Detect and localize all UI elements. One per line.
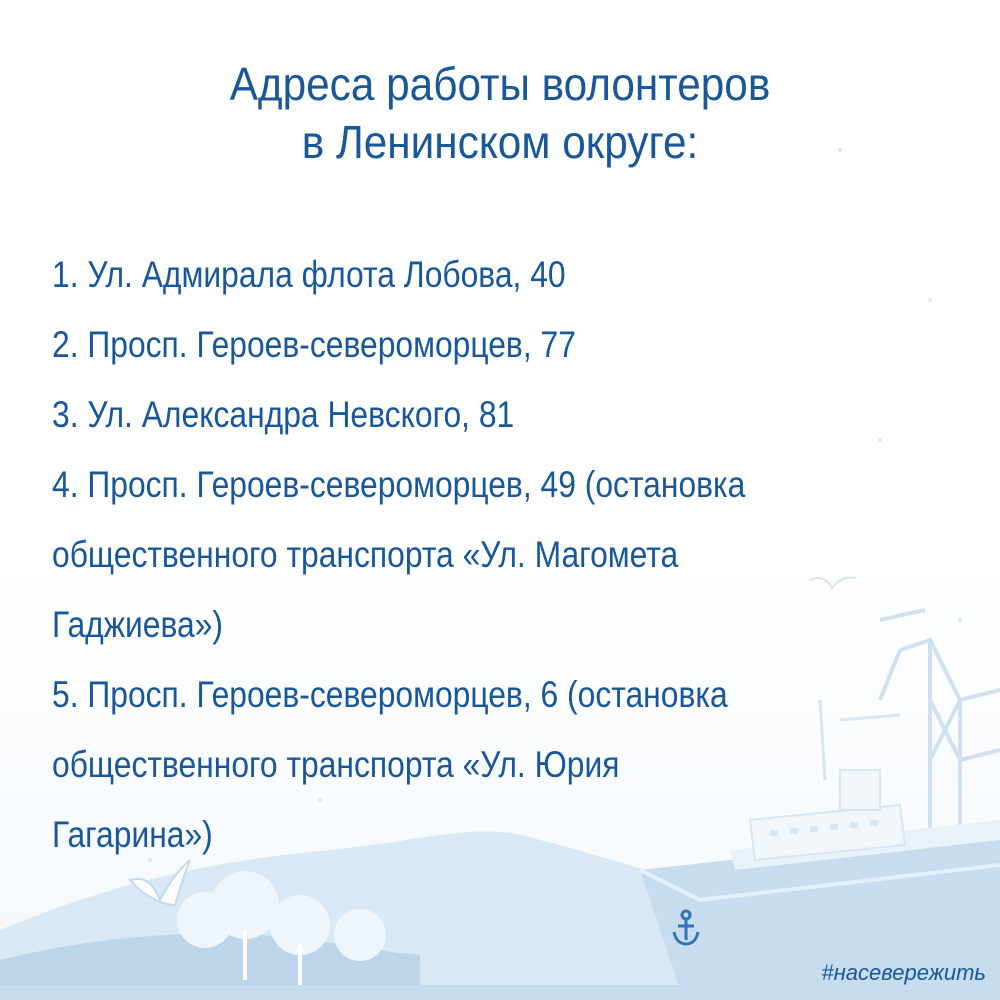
seagull-icon [810, 577, 856, 588]
address-item-4: 4. Просп. Героев-североморцев, 49 (остановка общественного транспорта «Ул. Магомета Гаджиева») [52, 464, 746, 645]
title-line-1: Адреса работы волонтеров [229, 58, 771, 110]
address-item-5: 5. Просп. Героев-североморцев, 6 (остановка общественного транспорта «Ул. Юрия Гагарина») [52, 674, 728, 855]
address-item-1: 1. Ул. Адмирала флота Лобова, 40 [52, 254, 566, 295]
address-list [52, 240, 757, 870]
address-item-2: 2. Просп. Героев-североморцев, 77 [52, 324, 576, 365]
hashtag: #насевережить [821, 960, 986, 985]
page-title [40, 55, 960, 171]
title-line-2: в Ленинском округе: [301, 116, 699, 168]
address-item-3: 3. Ул. Александра Невского, 81 [52, 394, 515, 435]
